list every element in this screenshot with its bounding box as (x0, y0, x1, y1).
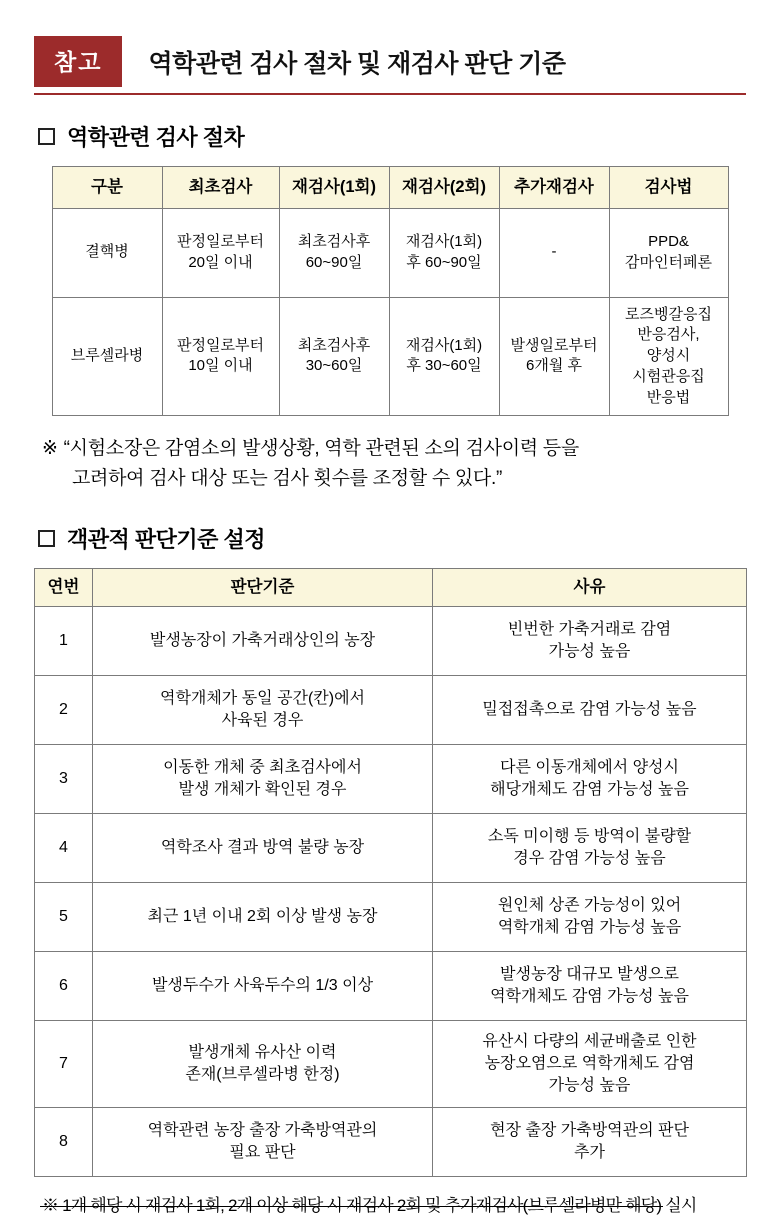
col-header-method: 검사법 (609, 167, 728, 209)
cell-reason: 발생농장 대규모 발생으로 역학개체도 감염 가능성 높음 (433, 952, 747, 1021)
col-header-initial-test: 최초검사 (162, 167, 279, 209)
cell-initial-test: 판정일로부터 20일 이내 (162, 208, 279, 297)
criteria-footnote (42, 1191, 738, 1216)
cell-category: 브루셀라병 (52, 297, 162, 415)
table-row (35, 607, 747, 676)
cell-no: 8 (35, 1108, 93, 1177)
table-row (35, 883, 747, 952)
note-line-2: 고려하여 검사 대상 또는 검사 횟수를 조정할 수 있다.” (72, 467, 502, 489)
section2-title: 객관적 판단기준 설정 (67, 527, 265, 553)
table-row (35, 745, 747, 814)
cell-category: 결핵병 (52, 208, 162, 297)
inspection-procedure-table (52, 166, 729, 416)
table-row (52, 208, 728, 297)
table-row (35, 1108, 747, 1177)
cell-no: 2 (35, 676, 93, 745)
footnote-part-2: (브루셀라병만 해당) (522, 1196, 662, 1216)
cell-retest-1: 최초검사후 60~90일 (279, 208, 389, 297)
table-row (35, 952, 747, 1021)
cell-criteria: 역학개체가 동일 공간(칸)에서 사육된 경우 (93, 676, 433, 745)
cell-retest-1: 최초검사후 30~60일 (279, 297, 389, 415)
cell-criteria: 역학관련 농장 출장 가축방역관의 필요 판단 (93, 1108, 433, 1177)
cell-no: 1 (35, 607, 93, 676)
col-header-retest-1: 재검사(1회) (279, 167, 389, 209)
note-mark: ※ (42, 438, 58, 460)
col-header-no: 연번 (35, 569, 93, 607)
cell-criteria: 발생두수가 사육두수의 1/3 이상 (93, 952, 433, 1021)
cell-reason: 원인체 상존 가능성이 있어 역학개체 감염 가능성 높음 (433, 883, 747, 952)
cell-criteria: 이동한 개체 중 최초검사에서 발생 개체가 확인된 경우 (93, 745, 433, 814)
cell-method: 로즈벵갈응집 반응검사, 양성시 시험관응집 반응법 (609, 297, 728, 415)
cell-extra-retest: - (499, 208, 609, 297)
table-header-row (35, 569, 747, 607)
cell-extra-retest: 발생일로부터 6개월 후 (499, 297, 609, 415)
cell-reason: 다른 이동개체에서 양성시 해당개체도 감염 가능성 높음 (433, 745, 747, 814)
cell-no: 4 (35, 814, 93, 883)
objective-criteria-table (34, 568, 747, 1177)
page-title: 역학관련 검사 절차 및 재검사 판단 기준 (148, 49, 566, 78)
col-header-reason: 사유 (433, 569, 747, 607)
cell-initial-test: 판정일로부터 10일 이내 (162, 297, 279, 415)
cell-method: PPD& 감마인터페론 (609, 208, 728, 297)
table-row (35, 1021, 747, 1108)
cell-criteria: 발생개체 유사산 이력 존재(브루셀라병 한정) (93, 1021, 433, 1108)
footnote-part-3: 실시 (661, 1196, 697, 1216)
cell-retest-2: 재검사(1회) 후 30~60일 (389, 297, 499, 415)
procedure-note (42, 434, 740, 493)
square-bullet-icon (38, 128, 55, 145)
reference-badge: 참고 (34, 36, 122, 87)
section-heading-procedure (38, 121, 746, 152)
col-header-extra-retest: 추가재검사 (499, 167, 609, 209)
cell-retest-2: 재검사(1회) 후 60~90일 (389, 208, 499, 297)
col-header-criteria: 판단기준 (93, 569, 433, 607)
note-line-1: “시험소장은 감염소의 발생상황, 역학 관련된 소의 검사이력 등을 (63, 438, 579, 460)
header-title-wrap (122, 36, 746, 87)
cell-no: 7 (35, 1021, 93, 1108)
cell-criteria: 역학조사 결과 방역 불량 농장 (93, 814, 433, 883)
table-row (52, 297, 728, 415)
cell-criteria: 최근 1년 이내 2회 이상 발생 농장 (93, 883, 433, 952)
col-header-retest-2: 재검사(2회) (389, 167, 499, 209)
cell-reason: 빈번한 가축거래로 감염 가능성 높음 (433, 607, 747, 676)
cell-reason: 유산시 다량의 세균배출로 인한 농장오염으로 역학개체도 감염 가능성 높음 (433, 1021, 747, 1108)
cell-reason: 소독 미이행 등 방역이 불량할 경우 감염 가능성 높음 (433, 814, 747, 883)
cell-reason: 밀접접촉으로 감염 가능성 높음 (433, 676, 747, 745)
table-header-row (52, 167, 728, 209)
square-bullet-icon (38, 530, 55, 547)
cell-no: 3 (35, 745, 93, 814)
cell-no: 6 (35, 952, 93, 1021)
cell-criteria: 발생농장이 가축거래상인의 농장 (93, 607, 433, 676)
cell-reason: 현장 출장 가축방역관의 판단 추가 (433, 1108, 747, 1177)
section-heading-criteria (38, 523, 746, 554)
cell-no: 5 (35, 883, 93, 952)
document-header (34, 36, 746, 87)
section1-title: 역학관련 검사 절차 (67, 125, 245, 150)
col-header-category: 구분 (52, 167, 162, 209)
header-divider (34, 93, 746, 95)
table-row (35, 814, 747, 883)
footnote-part-1: ※ 1개 해당 시 재검사 1회, 2개 이상 해당 시 재검사 2회 및 추가재검사 (42, 1196, 523, 1216)
table-row (35, 676, 747, 745)
